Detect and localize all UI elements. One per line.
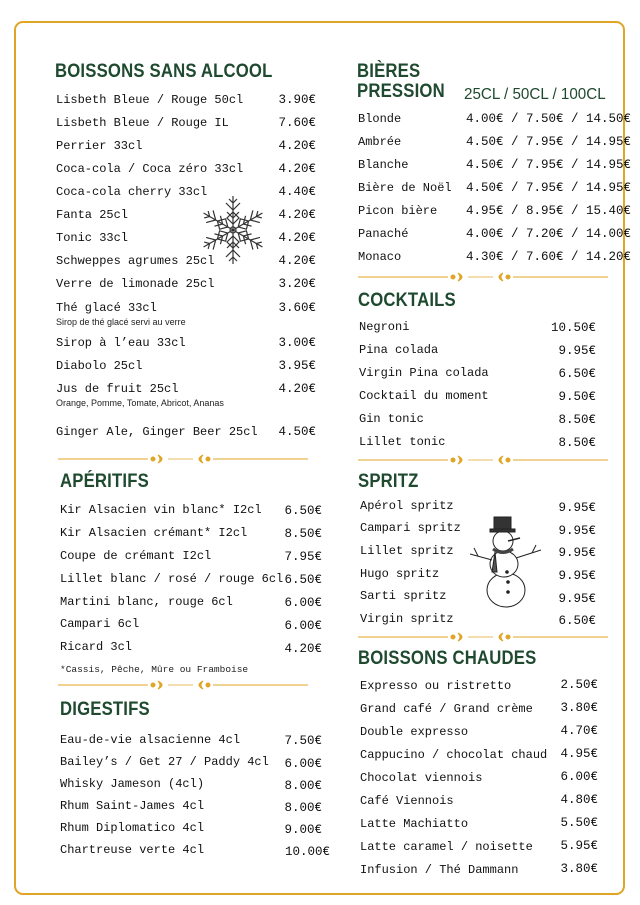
menu-item-price: 6.50€ xyxy=(558,614,596,628)
menu-item-price: 4.00€ / 7.50€ / 14.50€ xyxy=(466,112,632,126)
menu-item-name: Thé glacé 33cl xyxy=(56,301,157,315)
menu-item-price: 4.70€ xyxy=(560,724,598,738)
menu-item-price: 4.50€ xyxy=(278,425,316,439)
menu-item-name: Ginger Ale, Ginger Beer 25cl xyxy=(56,425,258,439)
menu-item-name: Schweppes agrumes 25cl xyxy=(56,254,215,268)
menu-item-name: Hugo spritz xyxy=(360,567,440,581)
menu-item-price: 4.40€ xyxy=(278,185,316,199)
menu-item-price: 8.50€ xyxy=(284,527,322,541)
menu-item-name: Rhum Saint-James 4cl xyxy=(60,799,205,813)
menu-item-name: Pina colada xyxy=(359,343,439,357)
ornamental-divider xyxy=(358,272,608,282)
ornamental-divider xyxy=(58,454,308,464)
menu-item-name: Verre de limonade 25cl xyxy=(56,277,215,291)
menu-item-name: Martini blanc, rouge 6cl xyxy=(60,595,233,609)
menu-item-price: 4.95€ / 8.95€ / 15.40€ xyxy=(466,204,632,218)
menu-item-name: Bière de Noël xyxy=(358,181,452,195)
section-title: DIGESTIFS xyxy=(60,699,150,720)
menu-item-name: Coca-cola cherry 33cl xyxy=(56,185,208,199)
ornamental-divider xyxy=(58,680,308,690)
menu-item-price: 3.95€ xyxy=(278,359,316,373)
menu-item-price: 4.20€ xyxy=(278,208,316,222)
section-title-line1: BIÈRES xyxy=(357,61,421,82)
menu-item-name: Coca-cola / Coca zéro 33cl xyxy=(56,162,244,176)
menu-item-name: Panaché xyxy=(358,227,409,241)
menu-item-price: 6.00€ xyxy=(560,770,598,784)
section-title: BOISSONS SANS ALCOOL xyxy=(55,61,273,82)
menu-item-price: 6.00€ xyxy=(284,596,322,610)
menu-item-name: Grand café / Grand crème xyxy=(360,702,533,716)
menu-item-price: 6.50€ xyxy=(558,367,596,381)
menu-item-name: Lillet blanc / rosé / rouge 6cl xyxy=(60,572,284,586)
menu-item-price: 3.80€ xyxy=(560,862,598,876)
menu-item-price: 3.80€ xyxy=(560,701,598,715)
menu-item-name: Fanta 25cl xyxy=(56,208,129,222)
menu-item-name: Latte Machiatto xyxy=(360,817,469,831)
menu-item-name: Expresso ou ristretto xyxy=(360,679,512,693)
menu-item-name: Diabolo 25cl xyxy=(56,359,143,373)
menu-item-name: Lillet spritz xyxy=(360,544,454,558)
menu-item-name: Picon bière xyxy=(358,204,438,218)
menu-item-name: Infusion / Thé Dammann xyxy=(360,863,519,877)
ornamental-divider xyxy=(358,632,608,642)
menu-item-name: Jus de fruit 25cl xyxy=(56,382,179,396)
menu-item-price: 6.50€ xyxy=(284,573,322,587)
menu-item-price: 10.50€ xyxy=(550,321,596,335)
menu-item-price: 4.30€ / 7.60€ / 14.20€ xyxy=(466,250,632,264)
menu-item-name: Virgin Pina colada xyxy=(359,366,489,380)
menu-item-price: 4.95€ xyxy=(560,747,598,761)
menu-item-price: 9.95€ xyxy=(558,344,596,358)
menu-item-name: Campari 6cl xyxy=(60,617,140,631)
menu-item-name: Café Viennois xyxy=(360,794,454,808)
menu-item-name: Blonde xyxy=(358,112,402,126)
menu-item-name: Tonic 33cl xyxy=(56,231,129,245)
section-title: SPRITZ xyxy=(358,471,419,492)
snowflake-icon xyxy=(195,192,271,268)
menu-item-name: Rhum Diplomatico 4cl xyxy=(60,821,205,835)
menu-item-name: Monaco xyxy=(358,250,402,264)
menu-item-name: Latte caramel / noisette xyxy=(360,840,533,854)
menu-item-description: Orange, Pomme, Tomate, Abricot, Ananas xyxy=(56,398,224,408)
menu-item-price: 7.60€ xyxy=(278,116,316,130)
menu-item-name: Sarti spritz xyxy=(360,589,447,603)
menu-item-price: 7.95€ xyxy=(284,550,322,564)
menu-item-name: Whisky Jameson (4cl) xyxy=(60,777,205,791)
menu-item-price: 3.00€ xyxy=(278,336,316,350)
size-header: 25CL / 50CL / 100CL xyxy=(464,86,606,103)
menu-item-price: 4.00€ / 7.20€ / 14.00€ xyxy=(466,227,632,241)
menu-item-name: Virgin spritz xyxy=(360,612,454,626)
menu-item-price: 9.50€ xyxy=(558,390,596,404)
menu-item-name: Perrier 33cl xyxy=(56,139,143,153)
section-title: COCKTAILS xyxy=(358,290,456,311)
menu-item-name: Sirop à l’eau 33cl xyxy=(56,336,186,350)
ornamental-divider xyxy=(358,455,608,465)
menu-item-price: 9.95€ xyxy=(558,546,596,560)
menu-item-price: 4.80€ xyxy=(560,793,598,807)
menu-item-name: Negroni xyxy=(359,320,410,334)
section-title: APÉRITIFS xyxy=(60,471,149,492)
menu-item-price: 6.00€ xyxy=(284,619,322,633)
menu-item-name: Lisbeth Bleue / Rouge IL xyxy=(56,116,229,130)
menu-item-name: Blanche xyxy=(358,158,409,172)
menu-item-name: Cocktail du moment xyxy=(359,389,489,403)
menu-item-name: Campari spritz xyxy=(360,521,461,535)
menu-item-price: 8.00€ xyxy=(284,779,322,793)
menu-item-price: 4.20€ xyxy=(278,231,316,245)
menu-item-price: 3.20€ xyxy=(278,277,316,291)
menu-item-price: 7.50€ xyxy=(284,734,322,748)
menu-item-name: Ambrée xyxy=(358,135,402,149)
menu-item-price: 6.00€ xyxy=(284,757,322,771)
menu-item-name: Gin tonic xyxy=(359,412,424,426)
menu-item-name: Kir Alsacien vin blanc* I2cl xyxy=(60,503,262,517)
menu-item-name: Chocolat viennois xyxy=(360,771,483,785)
menu-item-name: Lisbeth Bleue / Rouge 50cl xyxy=(56,93,244,107)
menu-item-name: Chartreuse verte 4cl xyxy=(60,843,205,857)
section-title-line2: PRESSION xyxy=(357,81,445,102)
menu-item-price: 10.00€ xyxy=(284,845,330,859)
menu-item-name: Kir Alsacien crémant* I2cl xyxy=(60,526,248,540)
menu-item-price: 4.20€ xyxy=(278,382,316,396)
menu-item-price: 3.60€ xyxy=(278,301,316,315)
menu-item-price: 4.20€ xyxy=(278,139,316,153)
menu-item-price: 9.95€ xyxy=(558,501,596,515)
menu-item-price: 8.50€ xyxy=(558,436,596,450)
footnote: *Cassis, Pêche, Mûre ou Framboise xyxy=(60,664,249,675)
menu-item-price: 4.50€ / 7.95€ / 14.95€ xyxy=(466,158,632,172)
menu-item-price: 4.20€ xyxy=(284,642,322,656)
menu-item-name: Apérol spritz xyxy=(360,499,454,513)
menu-item-price: 8.50€ xyxy=(558,413,596,427)
menu-item-name: Ricard 3cl xyxy=(60,640,133,654)
menu-item-name: Coupe de crémant I2cl xyxy=(60,549,212,563)
menu-item-price: 2.50€ xyxy=(560,678,598,692)
menu-item-price: 9.00€ xyxy=(284,823,322,837)
menu-item-price: 9.95€ xyxy=(558,569,596,583)
menu-item-name: Eau-de-vie alsacienne 4cl xyxy=(60,733,241,747)
menu-item-price: 4.50€ / 7.95€ / 14.95€ xyxy=(466,181,632,195)
menu-item-name: Bailey’s / Get 27 / Paddy 4cl xyxy=(60,755,269,769)
menu-item-price: 8.00€ xyxy=(284,801,322,815)
menu-item-price: 9.95€ xyxy=(558,592,596,606)
menu-item-name: Double expresso xyxy=(360,725,469,739)
menu-item-name: Lillet tonic xyxy=(359,435,446,449)
menu-item-price: 4.20€ xyxy=(278,254,316,268)
menu-item-price: 4.20€ xyxy=(278,162,316,176)
menu-item-price: 3.90€ xyxy=(278,93,316,107)
menu-item-price: 6.50€ xyxy=(284,504,322,518)
section-title: BOISSONS CHAUDES xyxy=(358,648,537,669)
menu-item-description: Sirop de thé glacé servi au verre xyxy=(56,317,186,327)
snowman-icon xyxy=(466,512,546,612)
menu-item-name: Cappucino / chocolat chaud xyxy=(360,748,548,762)
menu-item-price: 5.50€ xyxy=(560,816,598,830)
menu-item-price: 5.95€ xyxy=(560,839,598,853)
menu-item-price: 4.50€ / 7.95€ / 14.95€ xyxy=(466,135,632,149)
menu-item-price: 9.95€ xyxy=(558,524,596,538)
